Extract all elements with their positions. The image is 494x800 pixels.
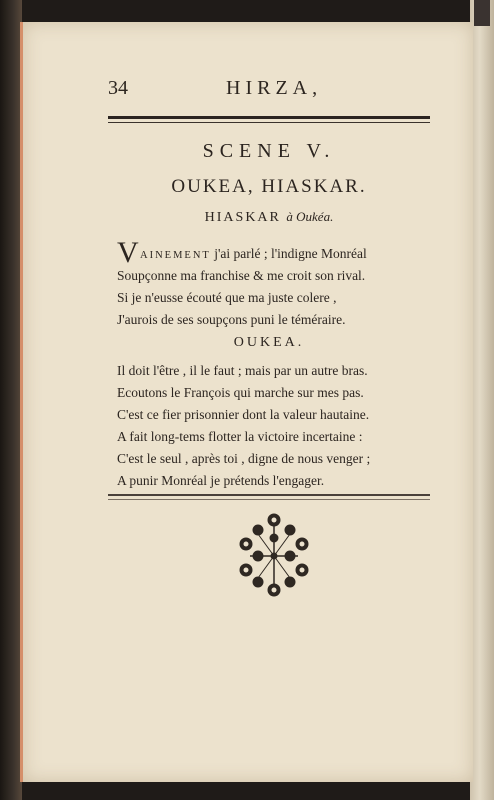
verse-line: Si je n'eusse écouté que ma juste colere , <box>117 290 337 305</box>
fleuron-ornament <box>228 512 320 598</box>
scene-heading: SCENE V. <box>202 140 336 162</box>
verse-line <box>140 246 367 262</box>
show-through-text <box>48 118 51 133</box>
page-tab-marker <box>474 0 490 26</box>
verse-line: Ecoutons le François qui marche sur mes pas. <box>117 385 364 400</box>
verse-line: C'est ce fier prisonnier dont la valeur hautaine. <box>117 407 370 422</box>
book-spine <box>0 0 22 800</box>
verse-line: A fait long-tems flotter la victoire incertaine : <box>117 429 363 444</box>
header-rule <box>108 116 430 119</box>
running-title: HIRZA, <box>226 77 323 99</box>
verse-line: J'aurois de ses soupçons puni le téméraire. <box>117 312 346 327</box>
verse-line-rest: j'ai parlé ; l'indigne Monréal <box>210 246 367 261</box>
verse-line: A punir Monréal je prétends l'engager. <box>117 473 325 488</box>
speaker-heading: OUKEA. <box>233 335 305 350</box>
page-number: 34 <box>108 77 128 99</box>
character-list: OUKEA, HIASKAR. <box>171 176 367 197</box>
drop-cap: V <box>117 236 139 269</box>
facing-page-edge <box>470 0 494 800</box>
verse-line: Il doit l'être , il le faut ; mais par un autre bras. <box>117 363 368 378</box>
header-rule-thin <box>108 122 430 123</box>
running-head <box>108 77 428 101</box>
smallcaps-word: AINEMENT <box>140 250 211 261</box>
closing-rule-thin <box>108 499 430 500</box>
speaker-heading <box>108 209 430 226</box>
verse-line: Soupçonne ma franchise & me croit son rival. <box>117 268 366 283</box>
speaker-name: HIASKAR <box>204 210 281 225</box>
stage-direction: à Oukéa. <box>286 209 334 224</box>
verse-line: C'est le seul , après toi , digne de nous venger ; <box>117 451 371 466</box>
closing-rule <box>108 494 430 496</box>
book-page <box>20 22 473 782</box>
